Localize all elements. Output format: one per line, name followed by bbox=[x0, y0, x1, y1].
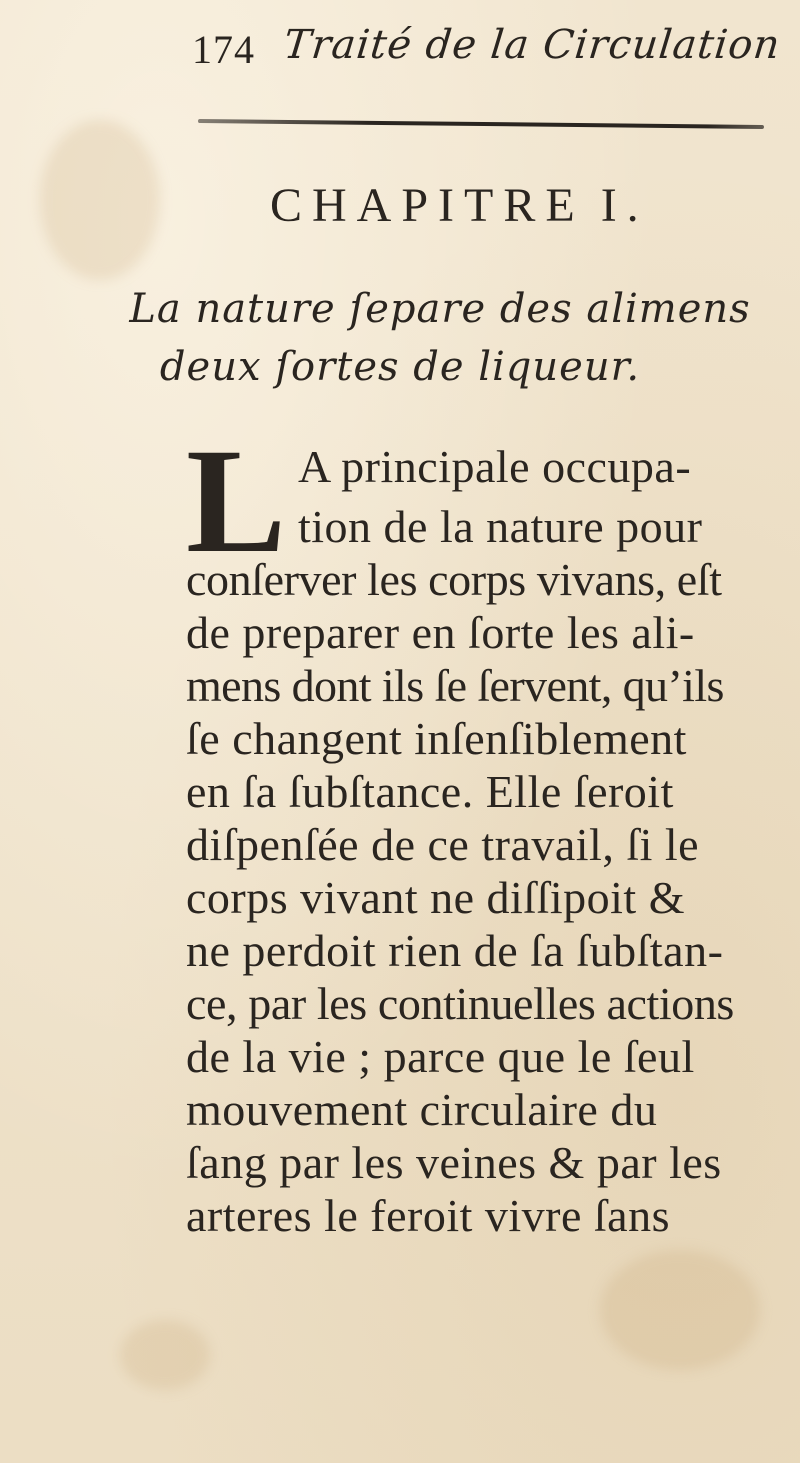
header-rule bbox=[198, 119, 764, 129]
body-line: conſerver les corps vivans, eſt bbox=[186, 554, 722, 605]
body-line: ce, par les continuelles actions bbox=[186, 978, 734, 1029]
drop-cap: L bbox=[186, 418, 287, 584]
body-line: en ſa ſubſtance. Elle ſeroit bbox=[186, 766, 674, 817]
body-line: A principale occupa- bbox=[298, 441, 692, 492]
chapter-subtitle-line-2: deux ſortes de liqueur. bbox=[159, 344, 641, 390]
paper-stain bbox=[600, 1250, 760, 1370]
page-number: 174 bbox=[192, 27, 255, 72]
running-head bbox=[192, 22, 783, 92]
body-line: arteres le feroit vivre ſans bbox=[186, 1190, 670, 1241]
body-line: diſpenſée de ce travail, ſi le bbox=[186, 819, 700, 870]
chapter-subtitle-line-1: La nature ſepare des alimens bbox=[129, 286, 751, 332]
body-line: ſang par les veines & par les bbox=[186, 1137, 722, 1188]
body-line: corps vivant ne diſſipoit & bbox=[186, 872, 685, 923]
body-line: tion de la nature pour bbox=[298, 501, 703, 552]
chapter-heading bbox=[270, 178, 649, 233]
running-title: Traité de la Circulation bbox=[281, 22, 783, 68]
chapter-number: I. bbox=[600, 179, 649, 232]
body-line: de la vie ; parce que le ſeul bbox=[186, 1031, 695, 1082]
paper-stain bbox=[120, 1320, 210, 1390]
paper-stain bbox=[40, 120, 160, 280]
body-line: de preparer en ſorte les ali- bbox=[186, 607, 695, 658]
body-line: ſe changent inſenſiblement bbox=[186, 713, 687, 764]
body-line: mouvement circulaire du bbox=[186, 1084, 658, 1135]
body-line: mens dont ils ſe ſervent, qu’ils bbox=[186, 660, 724, 711]
chapter-label: CHAPITRE bbox=[270, 179, 585, 232]
body-line: ne perdoit rien de ſa ſubſtan- bbox=[186, 925, 724, 976]
